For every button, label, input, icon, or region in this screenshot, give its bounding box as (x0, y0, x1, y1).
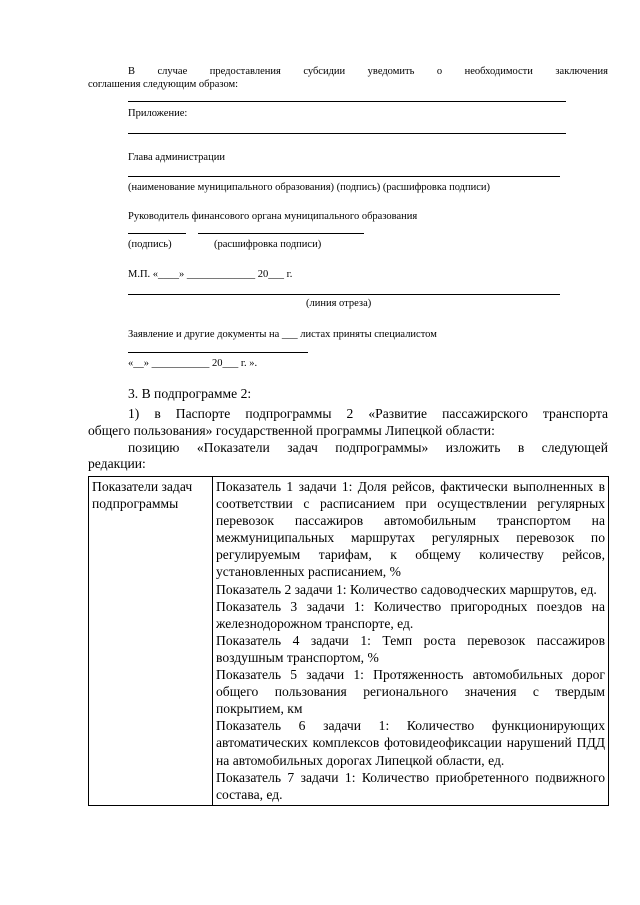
indicator-7: Показатель 7 задачи 1: Количество приобретенного подвижного состава, ед. (216, 769, 605, 802)
accepted-line: Заявление и другие документы на ___ листах приняты специалистом (128, 329, 437, 340)
notice-line-1: В случае предоставления субсидии уведомить о необходимости заключения (128, 66, 608, 77)
amendment-heading: 3. В подпрограмме 2: (128, 386, 252, 401)
date-line: «__» ___________ 20___ г. ». (128, 358, 258, 369)
signature-decoding-caption: (расшифровка подписи) (214, 239, 322, 250)
head-signature-underline (128, 176, 560, 177)
signature-caption: (подпись) (128, 239, 172, 250)
position-line-1: позицию «Показатели задач подпрограммы» изложить в следующей (128, 440, 608, 455)
indicator-6: Показатель 6 задачи 1: Количество функционирующих автоматических комплексов фотовидеофиксации нарушений ПДД на автомобильных дорогах Липецкой области, ед. (216, 718, 605, 768)
row-label: Показатели задач подпрограммы (92, 479, 193, 512)
specialist-underline (128, 352, 308, 353)
indicator-4: Показатель 4 задачи 1: Темп роста перевозок пассажиров воздушным транспортом, % (216, 632, 605, 665)
cut-line (128, 294, 560, 295)
item1-line-2: общего пользования» государственной программы Липецкой области: (88, 423, 495, 438)
finance-signature-underline (128, 233, 186, 234)
head-signature-caption: (наименование муниципального образования) (подпись) (расшифровка подписи) (128, 182, 491, 193)
attachment-underline (128, 133, 566, 134)
cut-line-caption: (линия отреза) (306, 298, 372, 309)
indicator-5: Показатель 5 задачи 1: Протяженность автомобильных дорог общего пользования регионального значения с твердым покрытием, км (216, 667, 605, 717)
position-line-2: редакции: (88, 456, 146, 471)
head-label: Глава администрации (128, 152, 225, 163)
notice-underline (128, 101, 566, 102)
finance-head-label: Руководитель финансового органа муниципального образования (128, 211, 418, 222)
indicator-2: Показатель 2 задачи 1: Количество садоводческих маршрутов, ед. (216, 581, 597, 597)
indicator-3: Показатель 3 задачи 1: Количество пригородных поездов на железнодорожном транспорте, ед. (216, 598, 605, 631)
attachment-label: Приложение: (128, 108, 188, 119)
indicator-1: Показатель 1 задачи 1: Доля рейсов, фактически выполненных в соответствии с расписанием при осуществлении регулярных перевозок пассажиров автомобильным транспортом на межмуниципальных маршрутах регулярных перевозок по регулируемым тарифам, к общему количеству рейсов, установленных расписанием, % (216, 479, 605, 580)
finance-decoding-underline (198, 233, 364, 234)
item1-line-1: 1) в Паспорте подпрограммы 2 «Развитие пассажирского транспорта (128, 406, 608, 421)
row-label-cell (89, 477, 213, 806)
stamp-date-line: М.П. «____» _____________ 20___ г. (128, 269, 293, 280)
table-row (89, 477, 609, 806)
notice-line-2: соглашения следующим образом: (88, 79, 239, 90)
indicators-table (88, 476, 609, 806)
indicators-cell (213, 477, 609, 806)
